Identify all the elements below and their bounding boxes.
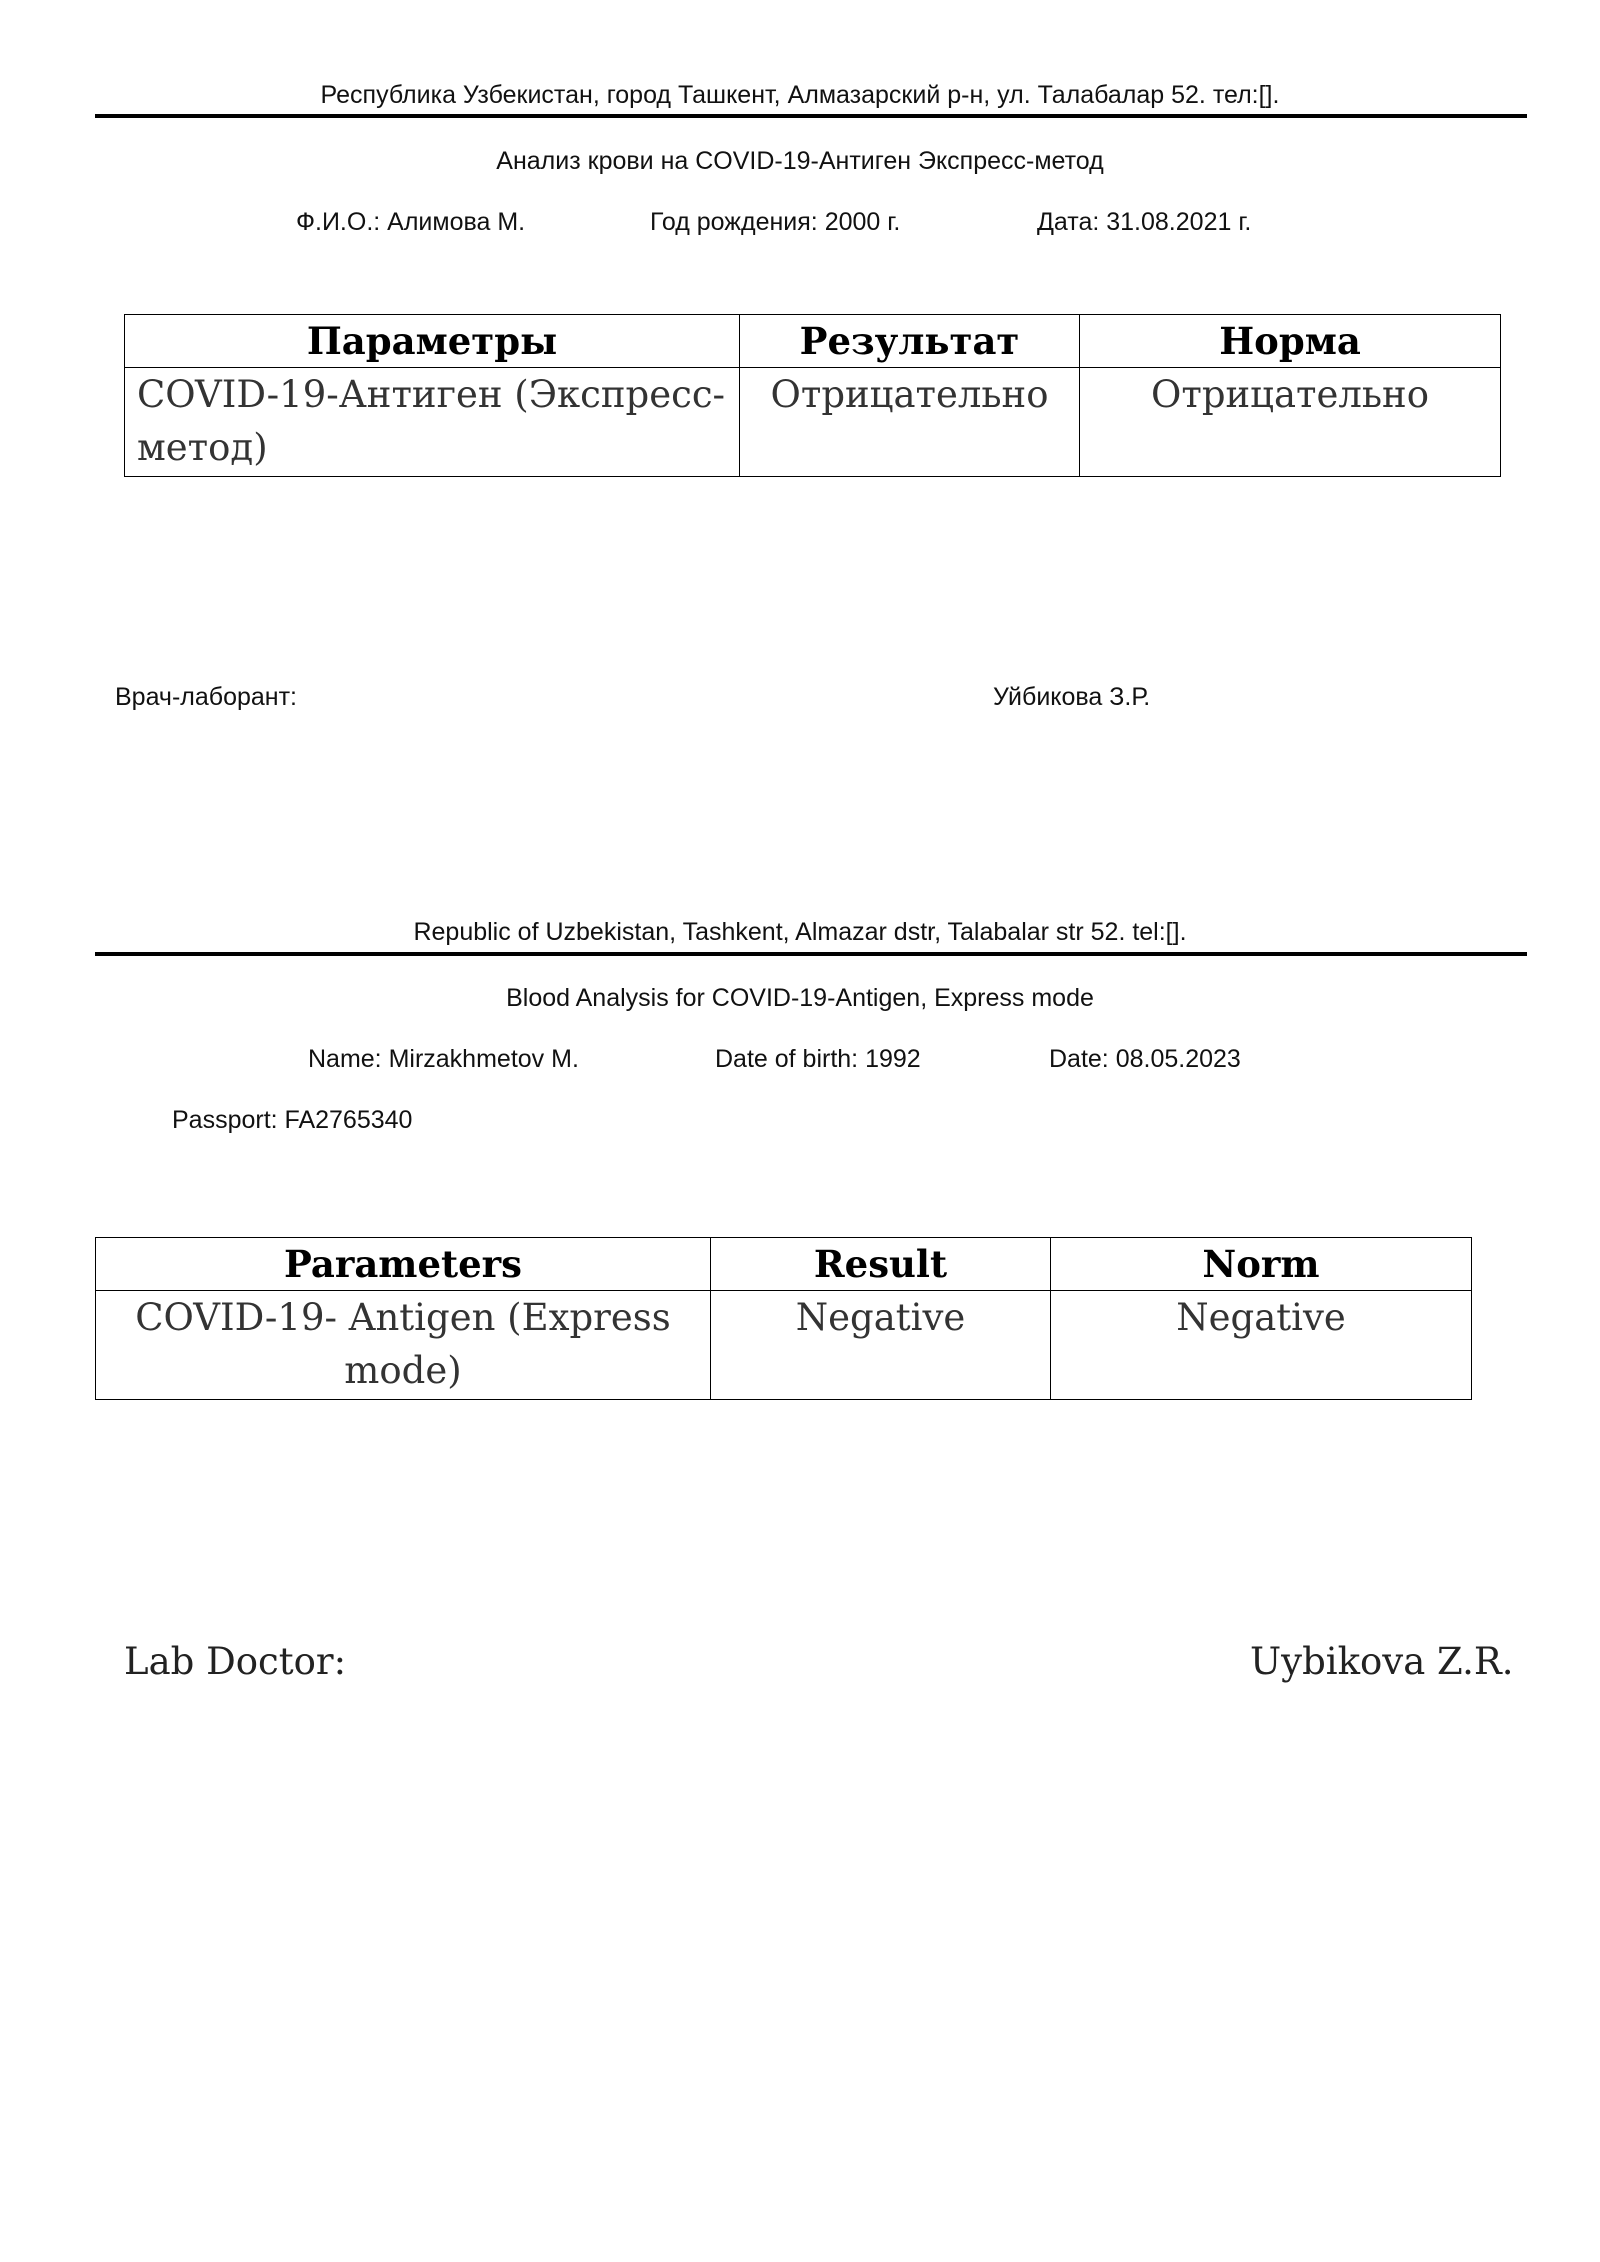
table-row <box>125 368 1501 477</box>
en-test-date: Date: 08.05.2023 <box>1049 1045 1241 1073</box>
en-passport: Passport: FA2765340 <box>172 1106 413 1134</box>
en-patient-name: Name: Mirzakhmetov M. <box>308 1045 579 1073</box>
en-cell-norm: Negative <box>1051 1291 1472 1400</box>
en-doctor-label: Lab Doctor: <box>124 1640 347 1683</box>
ru-header-parameters: Параметры <box>125 315 740 368</box>
ru-cell-norm: Отрицательно <box>1080 368 1501 477</box>
ru-patient-name: Ф.И.О.: Алимова М. <box>296 208 526 236</box>
en-header-parameters: Parameters <box>96 1238 711 1291</box>
ru-header-norm: Норма <box>1080 315 1501 368</box>
en-doctor-name: Uybikova Z.R. <box>1250 1640 1514 1683</box>
ru-header-result: Результат <box>740 315 1080 368</box>
ru-doctor-label: Врач-лаборант: <box>115 683 298 711</box>
en-document-title: Blood Analysis for COVID-19-Antigen, Express mode <box>506 984 1094 1012</box>
en-cell-result: Negative <box>711 1291 1051 1400</box>
en-header-result: Result <box>711 1238 1051 1291</box>
en-header-norm: Norm <box>1051 1238 1472 1291</box>
ru-table-header-row <box>125 315 1501 368</box>
en-address-line: Republic of Uzbekistan, Tashkent, Almazar dstr, Talabalar str 52. tel:[]. <box>413 918 1187 946</box>
ru-birth-year: Год рождения: 2000 г. <box>650 208 901 236</box>
en-cell-parameter: COVID-19- Antigen (Express mode) <box>96 1291 711 1400</box>
ru-cell-parameter: COVID-19-Антиген (Экспресс-метод) <box>125 368 740 477</box>
ru-address-line: Республика Узбекистан, город Ташкент, Алмазарский р-н, ул. Талабалар 52. тел:[]. <box>320 81 1280 109</box>
en-table-header-row <box>96 1238 1472 1291</box>
en-header-rule <box>95 952 1527 956</box>
ru-results-table <box>124 314 1501 477</box>
ru-cell-result: Отрицательно <box>740 368 1080 477</box>
table-row <box>96 1291 1472 1400</box>
ru-doctor-name: Уйбикова З.Р. <box>993 683 1151 711</box>
en-results-table <box>95 1237 1472 1400</box>
ru-header-rule <box>95 114 1527 118</box>
en-birth-year: Date of birth: 1992 <box>715 1045 921 1073</box>
ru-test-date: Дата: 31.08.2021 г. <box>1037 208 1252 236</box>
ru-document-title: Анализ крови на COVID-19-Антиген Экспресс-метод <box>496 147 1104 175</box>
